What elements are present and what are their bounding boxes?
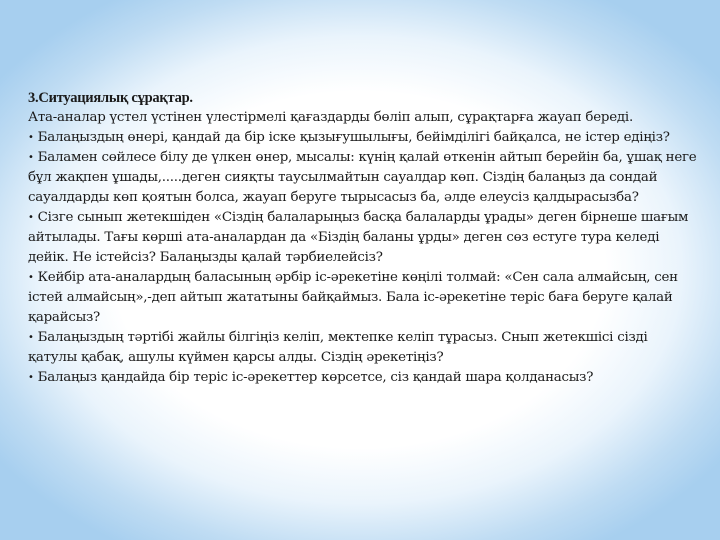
bullet-icon: • — [28, 212, 34, 223]
bullet-item-4 — [28, 268, 700, 328]
bullet-item-3 — [28, 208, 700, 268]
bullet-text: Баламен сөйлесе білу де үлкен өнер, мысалы: күнің қалай өткенін айтып берейін ба, ұшақ неге бұл жақпен ұшады,.....деген сияқты таусылмайтын сауалдар көп. Сіздің балаңыз да сондай сауалдарды көп қоятын болса, жауап беруге тырысасыз ба, әлде елеусіз қалдырасызба? — [28, 150, 697, 205]
bullet-text: Кейбір ата-аналардың баласының әрбір іс-әрекетіне көңілі толмай: «Сен сала алмайсың, сен істей алмайсың»,-деп айтып жататыны байқаймыз. Бала іс-әрекетіне теріс баға беруге қалай қарайсыз? — [28, 270, 678, 325]
bullet-icon: • — [28, 152, 34, 163]
bullet-text: Сізге сынып жетекшіден «Сіздің балаларыңыз басқа балаларды ұрады» деген бірнеше шағым айтылады. Тағы көрші ата-аналардан да «Біздің баланы ұрды» деген сөз естуге тура келеді дейік. Не істейсіз? Балаңызды қалай тәрбиелейсіз? — [28, 210, 689, 265]
bullet-icon: • — [28, 272, 34, 283]
bullet-icon: • — [28, 372, 34, 383]
bullet-icon: • — [28, 132, 34, 143]
slide-content — [28, 88, 700, 388]
bullet-item-5 — [28, 328, 700, 368]
intro-text: Ата-аналар үстел үстінен үлестірмелі қағаздарды бөліп алып, сұрақтарға жауап береді. — [28, 110, 633, 125]
bullet-item-6 — [28, 368, 700, 388]
bullet-icon: • — [28, 332, 34, 343]
bullet-text: Балаңыз қандайда бір теріс іс-әрекеттер көрсетсе, сіз қандай шара қолданасыз? — [37, 370, 594, 385]
slide-title: 3.Ситуациялық сұрақтар. — [28, 90, 193, 106]
bullet-text: Балаңыздың өнері, қандай да бір іске қызығушылығы, бейімділігі байқалса, не істер едіңіз? — [37, 130, 670, 145]
bullet-item-1 — [28, 128, 700, 148]
bullet-item-2 — [28, 148, 700, 208]
bullet-text: Балаңыздың тәртібі жайлы білгіңіз келіп, мектепке келіп тұрасыз. Снып жетекшісі сізді қатулы қабақ, ашулы күймен қарсы алды. Сіздің әрекетіңіз? — [28, 330, 648, 365]
